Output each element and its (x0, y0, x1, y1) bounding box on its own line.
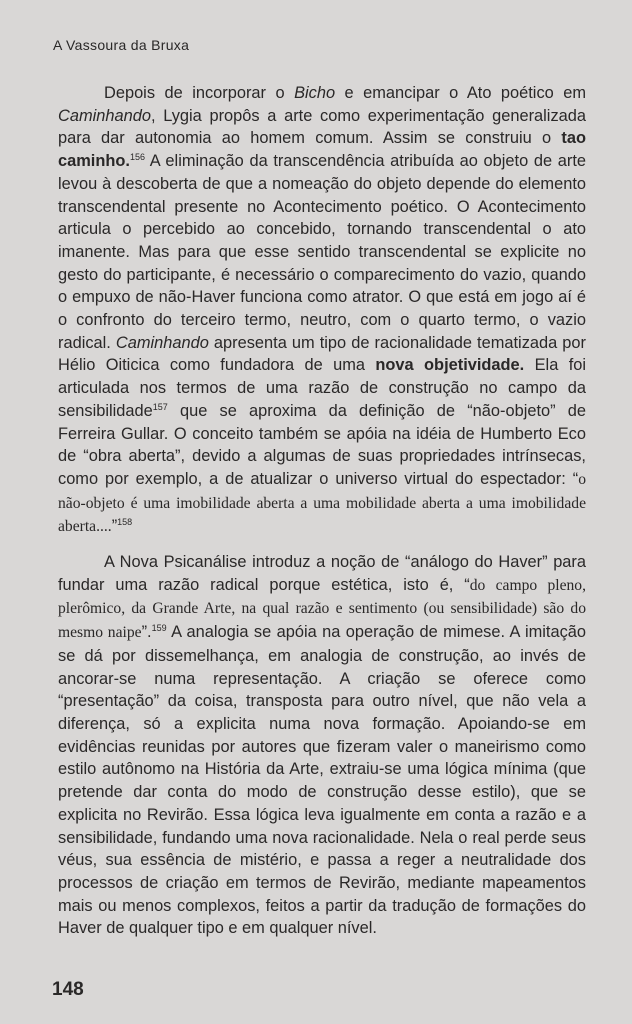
text-span: Ela foi articulada nos termos de uma razão de construção no campo da sensibilidade (58, 356, 586, 420)
quotation: do campo pleno, plerômico, da Grande Arte, na qual razão e sentimento (ou sensibilidade) são do mesmo naipe (58, 576, 586, 642)
footnote-ref: 156 (129, 152, 145, 163)
text-span: A Nova Psicanálise introduz a noção de “análogo do Haver” para fundar uma razão radical porque estética, isto é, “ (58, 553, 586, 594)
body-text (58, 82, 586, 940)
text-span: que se aproxima da definição de “não-objeto” de Ferreira Gullar. O conceito também se apóia na idéia de Humberto Eco de “obra aberta”, devido a algumas de suas propriedades intrínsecas, como por exemplo, a de atualizar o universo virtual do espectador: “ (58, 401, 586, 488)
text-span: ” (111, 517, 118, 536)
footnote-ref: 157 (152, 401, 168, 412)
bold-term: tao caminho. (58, 129, 586, 171)
text-span: A eliminação da transcendência atribuída ao objeto de arte levou à descoberta de que a nomeação do objeto depende do elemento transcendental presente no Acontecimento poético. O Acontecimento articula o percebido ao concebido, tornando transcendental o ato imanente. Mas para que esse sentido transcendental se explicite no gesto do participante, é necessário o comparecimento do vazio, quando o empuxo de não-Haver funciona como atrator. O que está em jogo aí é o confronto do terceiro termo, neutro, com o quarto termo, o vazio radical. (58, 152, 586, 352)
footnote-ref: 159 (151, 623, 167, 634)
italic-term: Bicho (294, 84, 336, 102)
footnote-ref: 158 (117, 517, 133, 528)
text-span: Depois de incorporar o (104, 84, 295, 102)
text-span: , Lygia propôs a arte como experimentação generalizada para dar autonomia ao homem comum. Assim se construiu o (58, 106, 586, 148)
italic-term: Caminhando (58, 106, 151, 125)
paragraph-1 (58, 82, 586, 539)
text-span: e emancipar o Ato poético em (335, 84, 587, 102)
running-header: A Vassoura da Bruxa (53, 37, 190, 53)
text-span: apresenta um tipo de racionalidade tematizada por Hélio Oiticica como fundadora de uma (58, 333, 586, 375)
text-span: A analogia se apóia na operação de mimese. A imitação se dá por dissemelhança, em analogia de construção, ao invés de ancorar-se numa representação. A criação se oferece como “presentação” da coisa, transposta para outro nível, que não vela a diferença, só a explicita numa nova formação. Apoiando-se em evidências reunidas por autores que fizeram valer o maneirismo como estilo autônomo na História da Arte, extraiu-se uma lógica mínima (que pretende dar conta do modo de construção desse estilo), que se explicita no Revirão. Essa lógica leva igualmente em conta a razão e a sensibilidade, fundando uma nova racionalidade. Nela o real perde seus véus, sua essência de mistério, e passa a reger a neutralidade dos processos de criação em termos de Revirão, mediante mapeamentos mais ou menos complexos, feitos a partir da tradução de formações do Haver de qualquer tipo e em qualquer nível. (58, 623, 586, 938)
quotation: o não-objeto é uma imobilidade aberta a uma mobilidade aberta a uma imobilidade aberta.... (58, 470, 586, 536)
text-span: ”. (141, 623, 152, 642)
italic-term: Caminhando (115, 333, 209, 352)
paragraph-2 (58, 551, 586, 940)
bold-term: nova objetividade. (375, 356, 525, 375)
page-number: 148 (52, 979, 84, 1000)
